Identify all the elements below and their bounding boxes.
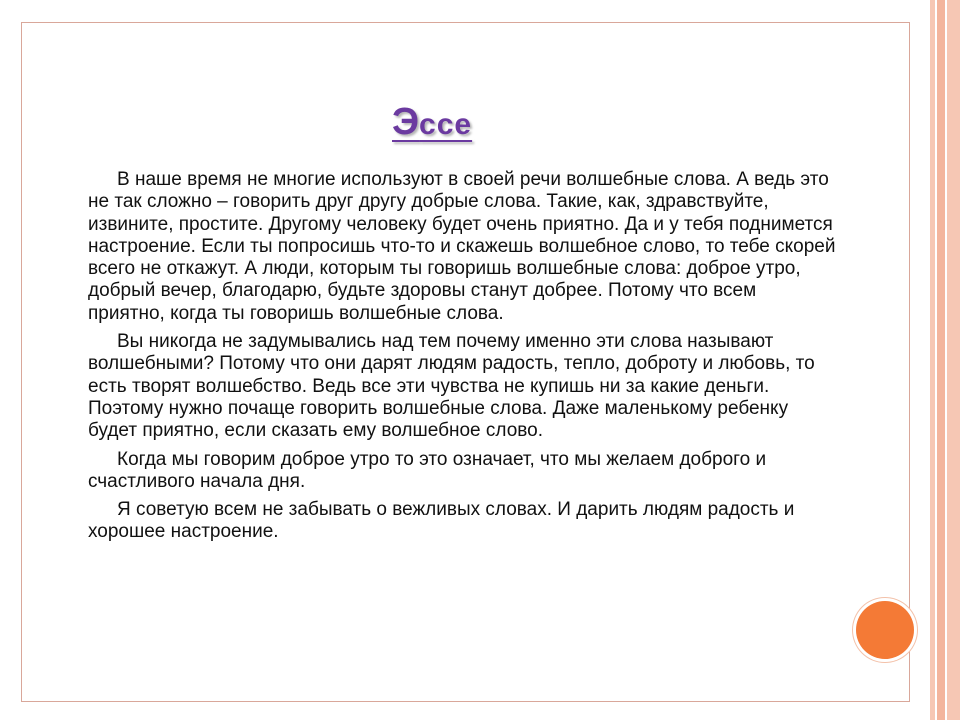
essay-paragraph: Вы никогда не задумывались над тем почему именно эти слова называют волшебными? Потому что они дарят людям радость, тепло, доброту и любовь, то есть творят волшебство. Ведь все эти чувства не купишь ни за какие деньги. Поэтому нужно почаще говорить волшебные слова. Даже маленькому ребенку будет приятно, если сказать ему волшебное слово.: [88, 331, 815, 442]
slide-title-rest: ссе: [419, 108, 473, 141]
essay-paragraph: Когда мы говорим доброе утро то это означает, что мы желаем доброго и счастливого начала дня.: [88, 448, 767, 492]
decorative-side-band: [930, 0, 960, 720]
decorative-orange-circle: [856, 601, 914, 659]
essay-paragraph: В наше время не многие используют в своей речи волшебные слова. А ведь это не так сложно – говорить друг другу добрые слова. Такие, как, здравствуйте, извините, простите. Другому человеку будет очень приятно. Да и у тебя поднимется настроение. Если ты попросишь что-то и скажешь волшебное слово, то тебе скорей всего не откажут. А люди, которым ты говоришь волшебные слова: доброе утро, добрый вечер, благодарю, будьте здоровы станут добрее. Потому что всем приятно, когда ты говоришь волшебные слова.: [88, 169, 836, 324]
essay-text: [88, 169, 838, 550]
essay-paragraph: Я советую всем не забывать о вежливых словах. И дарить людям радость и хорошее настроение.: [88, 499, 795, 543]
slide-title-first-letter: Э: [392, 101, 420, 143]
band-stripe: [937, 0, 945, 720]
band-stripe: [947, 0, 960, 720]
slide-title: [392, 98, 502, 146]
